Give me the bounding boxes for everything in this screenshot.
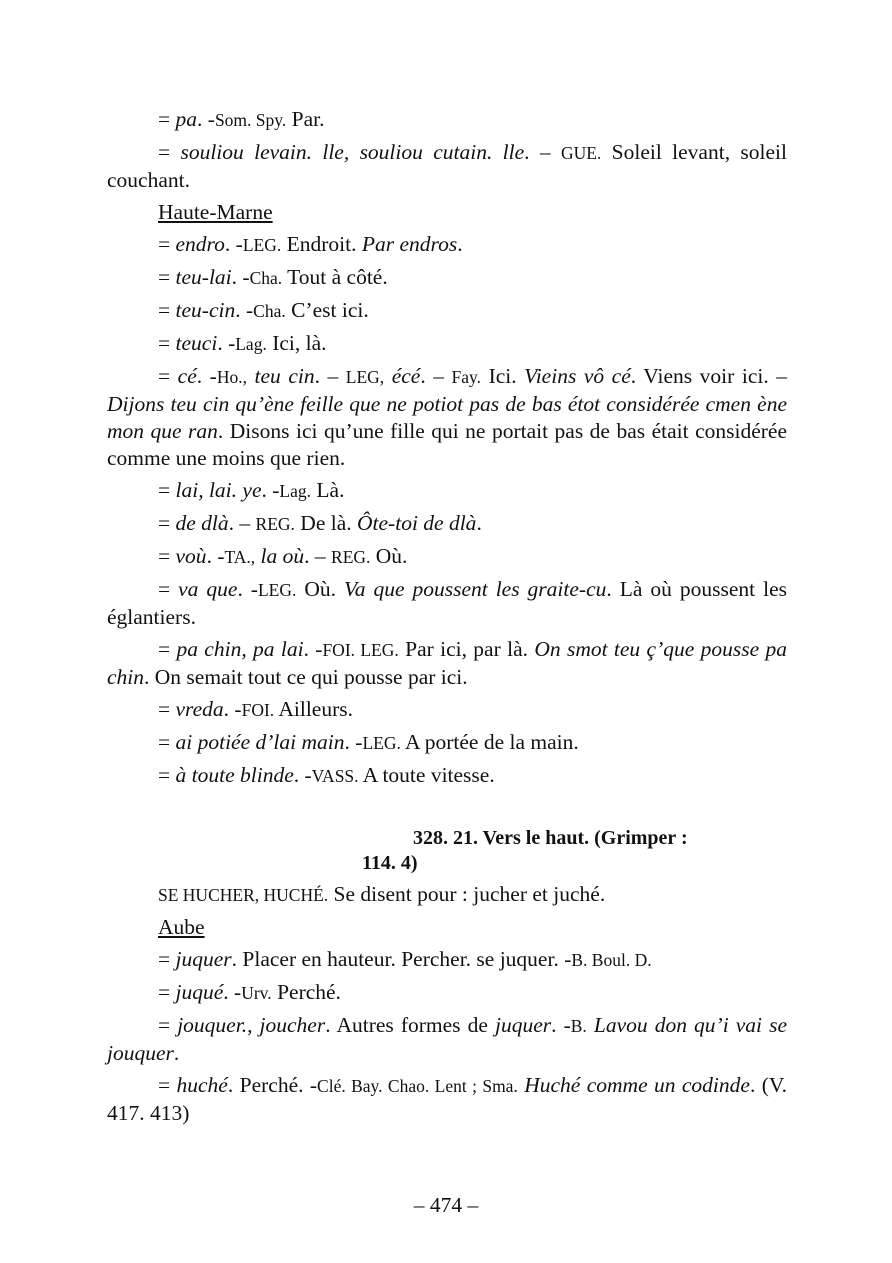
entry-teu-lai: = teu-lai. -Cha. Tout à côté. [158, 265, 388, 289]
entry-de-dla: = de dlà. – REG. De là. Ôte-toi de dlà. [158, 511, 482, 535]
region-heading-aube: Aube [158, 915, 205, 939]
entry-huche: = huché. Perché. -Clé. Bay. Chao. Lent ; Sma. Huché comme un codinde. (V. 417. 413) [107, 1073, 788, 1125]
entry-souliou: = souliou levain. lle, souliou cutain. lle. – GUE. Soleil levant, soleil couchant. [107, 140, 787, 192]
entry-vreda: = vreda. -FOI. Ailleurs. [158, 697, 354, 721]
entry-jouquer: = jouquer., joucher. Autres formes de juquer. -B. Lavou don qu’i vai se jouquer. [107, 1013, 787, 1065]
entry-lai: = lai, lai. ye. -Lag. Là. [158, 478, 345, 502]
entry-ai-potiee: = ai potiée d’lai main. -LEG. A portée de la main. [158, 730, 579, 754]
entry-endro: = endro. -LEG. Endroit. Par endros. [158, 232, 463, 256]
region-heading-haute-marne: Haute-Marne [158, 200, 273, 224]
section-title: 328. 21. Vers le haut. (Grimper : 114. 4) [362, 827, 688, 874]
page-number: – 474 – [413, 1193, 479, 1217]
entry-teu-cin: = teu-cin. -Cha. C’est ici. [158, 298, 369, 322]
entry-pa-chin: = pa chin, pa lai. -FOI. LEG. Par ici, par là. On smot teu ç’que pousse pa chin. On semait tout ce qui pousse par ici. [107, 637, 787, 689]
entry-va-que: = va que. -LEG. Où. Va que poussent les graite-cu. Là où poussent les églantiers. [107, 577, 787, 629]
entry-juque: = juqué. -Urv. Perché. [158, 980, 341, 1004]
entry-ce: = cé. -Ho., teu cin. – LEG, écé. – Fay. Ici. Vieins vô cé. Viens voir ici. – Dijons teu cin qu’ène feille que ne potiot pas de bas étot considérée cmen ène mon que ran. Disons ici qu’une fille qui ne portait pas de bas était considérée comme une moins que rien. [107, 364, 788, 470]
entry-se-hucher: SE HUCHER, HUCHÉ. Se disent pour : jucher et juché. [158, 882, 606, 906]
entry-vou: = voù. -TA., la où. – REG. Où. [158, 544, 408, 568]
entry-pa: = pa. -Som. Spy. Par. [158, 107, 325, 131]
entry-a-toute-blinde: = à toute blinde. -VASS. A toute vitesse. [158, 763, 495, 787]
section-spacer [107, 795, 787, 826]
document-page [107, 106, 787, 1132]
entry-juquer: = juquer. Placer en hauteur. Percher. se juquer. -B. Boul. D. [158, 947, 652, 971]
entry-teuci: = teuci. -Lag. Ici, là. [158, 331, 327, 355]
